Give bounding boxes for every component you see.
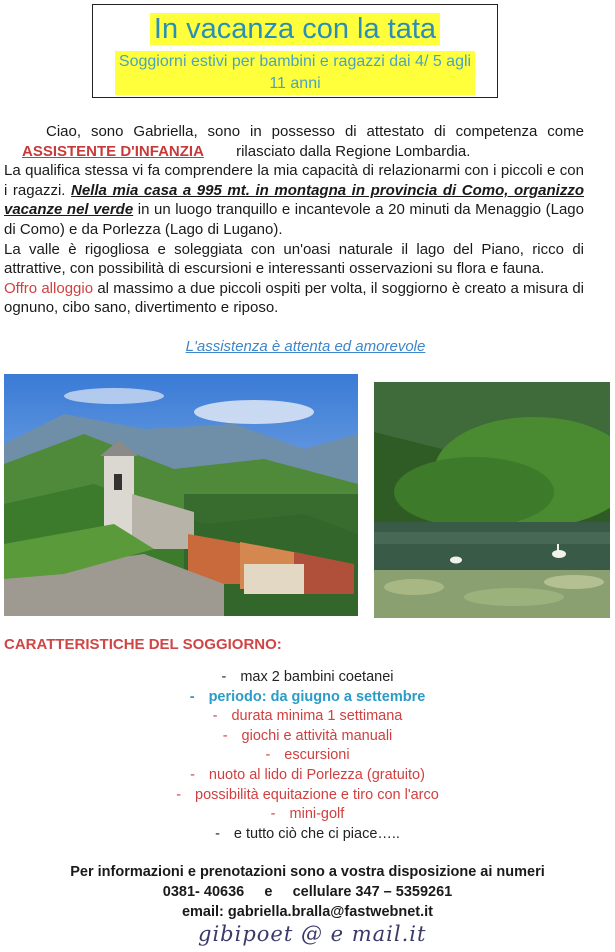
tagline-text: L'assistenza è attenta ed amorevole	[185, 338, 426, 355]
qualification-label: ASSISTENTE D'INFANZIA	[22, 142, 204, 160]
contact-line-1: Per informazioni e prenotazioni sono a vostra disposizione ai numeri	[70, 864, 545, 880]
contact-email: email: gabriella.bralla@fastwebnet.it	[181, 904, 434, 920]
offer-label: Offro alloggio	[4, 279, 94, 297]
intro-text	[4, 122, 584, 318]
list-item: - e tutto ciò che ci piace…..	[215, 825, 400, 842]
list-item: - max 2 bambini coetanei	[221, 669, 394, 685]
handwritten-email: gibipoet @ e mail.it	[198, 922, 427, 946]
intro-paragraph-2	[4, 161, 584, 239]
intro-p4-end: al massimo a due piccoli ospiti per volta, il soggiorno è creato a misura di ognuno, cibo sano, divertimento e riposo.	[4, 279, 585, 317]
list-item: - giochi e attività manuali	[222, 727, 393, 744]
intro-paragraph-3: La valle è rigogliosa e soleggiata con un'oasi naturale il lago del Piano, ricco di attrattive, con possibilità di escursioni e interessanti osservazioni su flora e fauna.	[4, 240, 584, 278]
list-item: - periodo: da giugno a settembre	[189, 688, 426, 705]
mountain-village-photo	[4, 374, 358, 616]
intro-p2-start: La qualifica stessa vi fa comprendere la mia capacità di relazionarmi con i piccoli e con i ragazzi.	[4, 162, 584, 199]
features-list	[0, 668, 615, 844]
list-item: - mini-golf	[270, 806, 345, 823]
page-subtitle: Soggiorni estivi per bambini e ragazzi dai 4/ 5 agli 11 anni	[115, 51, 475, 95]
features-title: CARATTERISTICHE DEL SOGGIORNO:	[4, 636, 282, 653]
list-item: - possibilità equitazione e tiro con l'arco	[176, 786, 439, 803]
contact-phone: 0381- 40636 e cellulare 347 – 5359261	[162, 884, 453, 900]
lake-photo	[374, 382, 610, 618]
list-item: - nuoto al lido di Porlezza (gratuito)	[190, 766, 425, 783]
list-item: - durata minima 1 settimana	[212, 708, 403, 725]
contact-info	[0, 862, 615, 922]
intro-paragraph-1	[4, 122, 584, 161]
page-title: In vacanza con la tata	[150, 13, 440, 45]
intro-p2-highlight: Nella mia casa a 995 mt. in montagna in provincia di Como, organizzo vacanze nel verde	[4, 181, 585, 219]
tagline	[0, 338, 615, 356]
intro-paragraph-4	[4, 279, 584, 318]
intro-p2-end: in un luogo tranquillo e incantevole a 20 minuti da Menaggio (Lago di Como) e da Porlezza (Lago di Lugano).	[4, 201, 584, 238]
intro-p1-end: rilasciato dalla Regione Lombardia.	[236, 142, 471, 160]
header-box	[92, 4, 498, 98]
intro-p1-start: Ciao, sono Gabriella, sono in possesso di attestato di competenza come	[46, 123, 584, 140]
list-item: - escursioni	[265, 747, 350, 764]
